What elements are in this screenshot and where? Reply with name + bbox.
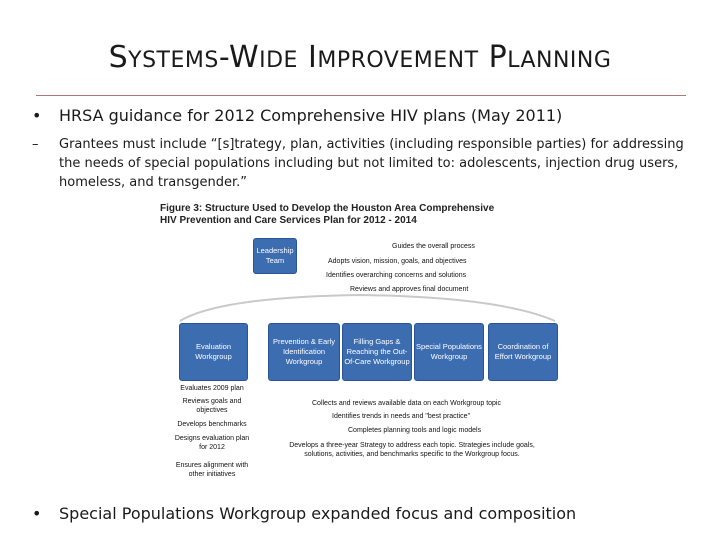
workgroup-label: Prevention & Early Identification Workgroup: [272, 337, 336, 366]
bullet-text: HRSA guidance for 2012 Comprehensive HIV plans (May 2011): [59, 106, 563, 125]
workgroup-label: Filling Gaps & Reaching the Out-Of-Care Workgroup: [344, 337, 410, 366]
workgroup-note: Develops a three-year Strategy to address each topic. Strategies include goals, solutions, activities, and benchmarks specific to the Workgroup focus.: [289, 442, 535, 458]
structure-figure: [160, 203, 570, 493]
evaluation-workgroup-box: [179, 323, 248, 381]
workgroup-note: Collects and reviews available data on each Workgroup topic: [312, 400, 501, 407]
connector-arc: [160, 287, 570, 327]
workgroup-note: Identifies trends in needs and "best practice": [332, 413, 471, 420]
workgroup-label: Coordination of Effort Workgroup: [494, 342, 552, 361]
evaluation-note: Ensures alignment with other initiatives: [175, 462, 249, 478]
coordination-workgroup-box: [488, 323, 558, 381]
prevention-workgroup-box: [268, 323, 340, 381]
leadership-team-label: Leadership Team: [256, 246, 294, 265]
evaluation-note: Develops benchmarks: [177, 421, 247, 428]
title-cap-1: S: [108, 40, 129, 75]
title-rest-3: MPROVEMENT: [317, 48, 479, 73]
leadership-note: Guides the overall process: [392, 243, 475, 250]
workgroup-label: Special Populations Workgroup: [416, 342, 482, 361]
leadership-team-box: [253, 238, 297, 274]
title-divider: [36, 95, 686, 96]
bullet-special-populations: [32, 504, 577, 523]
bullet-marker: •: [32, 504, 42, 523]
bullet-hrsa-guidance: [32, 106, 563, 125]
title-rest-2: IDE: [259, 48, 298, 73]
title-cap-3: I: [297, 40, 318, 75]
leadership-note: Identifies overarching concerns and solutions: [326, 272, 467, 279]
workgroup-label: Evaluation Workgroup: [195, 342, 232, 361]
title-cap-4: P: [478, 40, 508, 75]
special-populations-workgroup-box: [414, 323, 484, 381]
bullet-marker: •: [32, 106, 42, 125]
sub-bullet-marker: –: [32, 137, 39, 152]
leadership-note: Reviews and approves final document: [350, 286, 469, 293]
evaluation-note: Designs evaluation plan for 2012: [174, 435, 250, 451]
title-rest-4: LANNING: [507, 48, 612, 73]
bullet-text: Special Populations Workgroup expanded focus and composition: [59, 504, 577, 523]
figure-caption: Figure 3: Structure Used to Develop the Houston Area Comprehensive HIV Prevention and Care Services Plan for 2012 - 2014: [160, 203, 495, 226]
evaluation-note: Evaluates 2009 plan: [180, 385, 244, 392]
workgroup-note: Completes planning tools and logic models: [348, 427, 482, 434]
evaluation-note: Reviews goals and objectives: [182, 398, 242, 414]
leadership-note: Adopts vision, mission, goals, and objectives: [328, 258, 467, 265]
filling-gaps-workgroup-box: [342, 323, 412, 381]
title-rest-1: YSTEMS: [128, 48, 219, 73]
slide-title: [0, 40, 720, 75]
title-cap-2: -W: [218, 40, 260, 75]
sub-bullet-text: Grantees must include “[s]trategy, plan, activities (including responsible parties) for addressing the needs of special populations including but not limited to: adolescents, injection drug users, homeless, and transgender.”: [59, 137, 684, 190]
